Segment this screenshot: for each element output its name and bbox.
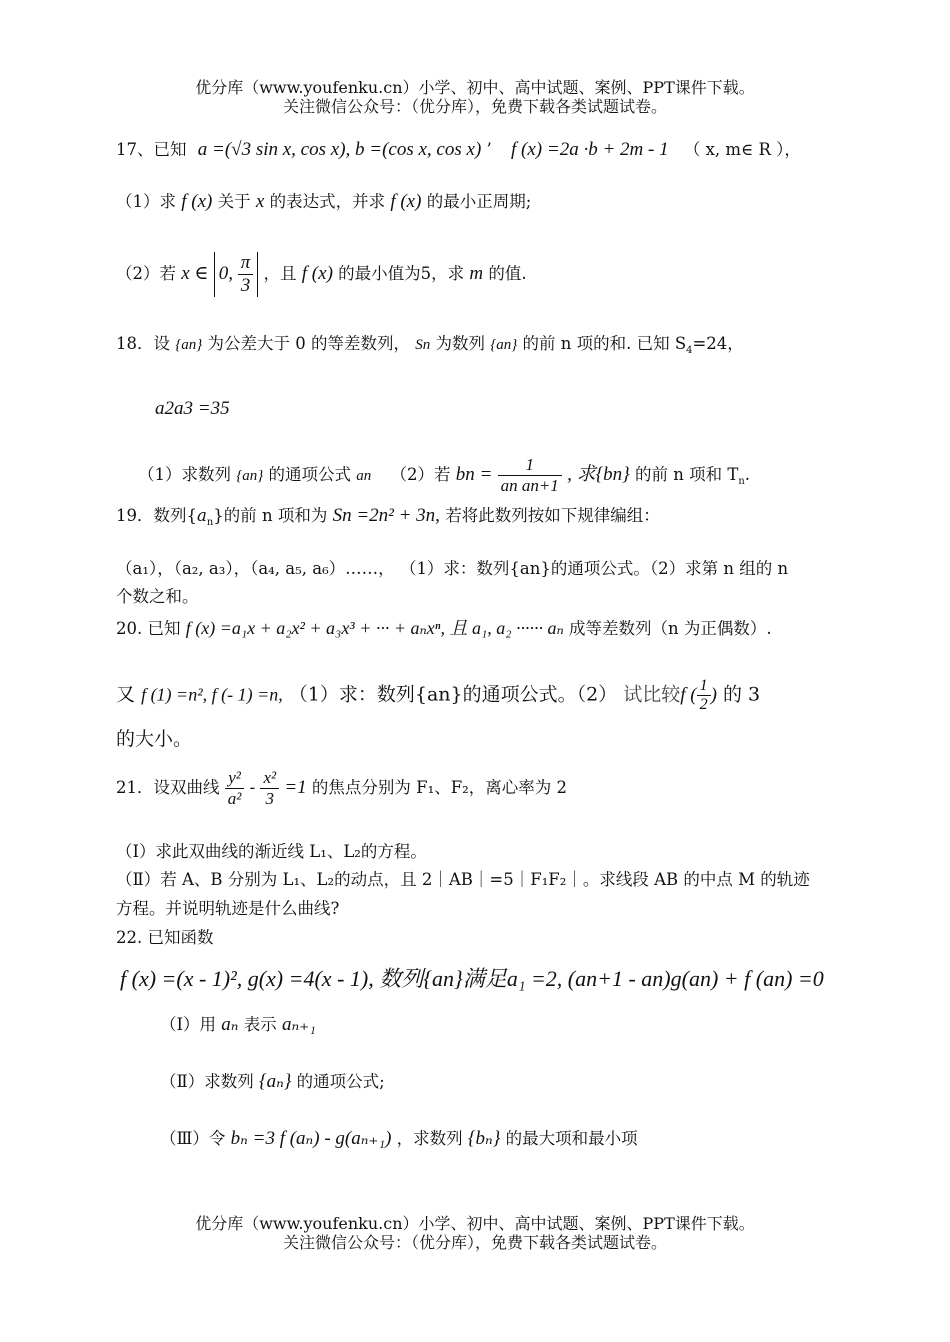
- q22-bnset: {bₙ}: [467, 1128, 501, 1149]
- q19-p1: （1）求：数列{an}的通项公式。（2）求第 n 组的 n: [399, 559, 789, 578]
- q17-p1-about: 关于: [217, 192, 251, 211]
- q20-p1: （1）求：数列{an}的通项公式。（2）: [288, 683, 618, 706]
- q21-t1: 的焦点分别为 F₁、F₂，离心率为 2: [311, 778, 568, 797]
- q18-p2c: 的前 n 项和 T: [635, 465, 739, 484]
- q20-half-den: 2: [699, 696, 708, 713]
- q17-three: 3: [240, 275, 251, 296]
- q21-frac-y: [225, 768, 245, 809]
- q22-p3b: ，求数列: [396, 1129, 463, 1148]
- q20-cond: f (1) =n², f (- 1) =n,: [141, 684, 283, 705]
- q21-label: 21．设双曲线: [116, 778, 220, 797]
- q20-formula: f (x) =a₁x + a₂x² + a₃x³ + ··· + aₙxⁿ, 且 a₁, a₂ ······ aₙ: [185, 618, 564, 638]
- q19-line: [116, 502, 860, 528]
- q17-m: m: [469, 263, 484, 284]
- q18-t4: =24，: [692, 334, 744, 353]
- q17-x: x: [255, 191, 265, 212]
- q18-p1: （1）求数列: [138, 465, 231, 484]
- q20-half-num: 1: [697, 677, 711, 696]
- q20-p2: 试比较: [623, 683, 681, 706]
- q19-t2: 若将此数列按如下规律编组：: [445, 506, 660, 525]
- q18-label: 18．设: [116, 334, 170, 353]
- q21-line: [116, 768, 860, 809]
- q22-an1: aₙ₊₁: [281, 1014, 316, 1035]
- q17-interval: [214, 252, 259, 297]
- q22-formula-line: [120, 962, 860, 993]
- q18-p2d: .: [744, 465, 751, 484]
- q21-x2: x²: [260, 768, 279, 789]
- footer-line-1: 优分库（www.youfenku.cn）小学、初中、高中试题、案例、PPT课件下载。: [195, 1214, 755, 1233]
- q19-t1: }的前 n 项和为: [213, 506, 328, 525]
- q22-p2b: 的通项公式;: [296, 1072, 385, 1091]
- q20-line3: 的大小。: [116, 728, 193, 750]
- q21-y2: y²: [225, 768, 245, 789]
- q22-bn-formula: bₙ =3 f (aₙ) - g(aₙ₊₁): [230, 1128, 392, 1149]
- q17-fx-2: f (x): [390, 191, 422, 212]
- q21-three: 3: [265, 789, 275, 808]
- q19-label: 19．数列{: [116, 506, 197, 525]
- q20-line-3: [116, 724, 860, 751]
- q19-groups-line: [116, 555, 860, 579]
- q22-part2: [160, 1068, 860, 1093]
- q17-line: 17、已知 a =(√3 sin x, cos x), b =(cos x, cos x) ’ f (x) =2a ·b + 2m - 1 （ x, m∈ R ），: [116, 139, 801, 160]
- q17-pi: π: [238, 252, 254, 275]
- q20-again: 又: [116, 683, 136, 706]
- q20-f-open: f (: [680, 684, 697, 706]
- q17-part1: [116, 188, 860, 213]
- q22-p3c: 的最大项和最小项: [505, 1129, 638, 1148]
- q19-n-sub: n: [206, 517, 214, 528]
- q21-eq1: =1: [284, 777, 307, 798]
- q19-a: a: [197, 506, 207, 525]
- q18-frac-num: 1: [498, 455, 562, 476]
- q18-parts: [138, 455, 860, 496]
- q17-part2: [116, 252, 860, 297]
- q22-formula: f (x) =(x - 1)², g(x) =4(x - 1), 数列{an}满足a₁ =2, (an+1 - an)g(an) + f (an) =0: [120, 966, 824, 991]
- q22-p3a: （Ⅲ）令: [160, 1129, 226, 1148]
- q22-p2a: （Ⅱ）求数列: [160, 1072, 254, 1091]
- q18-frac-den: an an+1: [500, 476, 559, 495]
- q17-fx-3: f (x): [301, 263, 333, 284]
- q21-a2: a²: [227, 789, 242, 808]
- q21-part1: [116, 838, 860, 862]
- q18-t1: 为公差大于 0 的等差数列，: [207, 334, 410, 353]
- q21-p2end: 方程。并说明轨迹是什么曲线?: [116, 899, 340, 918]
- q18-p2b: , 求{bn}: [567, 464, 630, 485]
- q17-p2-value: 的值.: [488, 264, 527, 283]
- q18-p2: （2）若: [390, 465, 451, 484]
- q18-p1b: 的通项公式: [268, 465, 351, 484]
- q18-fraction: [498, 455, 562, 496]
- q22-part3: [160, 1125, 860, 1150]
- q20-line-2: [116, 677, 860, 714]
- q18-s4-sub: 4: [686, 345, 693, 356]
- q18-t2: 为数列: [435, 334, 485, 353]
- footer-line-2: 关注微信公众号：（优分库），免费下载各类试题试卷。: [282, 1233, 667, 1252]
- q19-p1end: 个数之和。: [116, 587, 199, 606]
- q18-tn-sub: n: [738, 476, 745, 487]
- q17-fx: f (x): [181, 191, 213, 212]
- q20-half: [697, 677, 711, 714]
- q22-label: 22. 已知函数: [116, 928, 214, 947]
- q17-function: f (x) =2a ·b + 2m - 1: [511, 139, 669, 160]
- q17-p2-text: （2）若: [116, 264, 176, 283]
- q21-frac-x: [260, 768, 279, 809]
- q19-formula: Sn =2n² + 3n,: [332, 505, 440, 526]
- q18-t3: 的前 n 项的和. 已知 S: [522, 334, 687, 353]
- q22-anset: {aₙ}: [258, 1071, 292, 1092]
- q20-close: ): [710, 684, 717, 706]
- q20-label: 20. 已知: [116, 619, 181, 638]
- q18-sn: Sn: [415, 337, 431, 353]
- q18-line: [116, 330, 860, 356]
- q19-end-line: [116, 583, 860, 607]
- q17-label: 17、已知: [116, 140, 187, 159]
- q18-condition: [155, 398, 860, 420]
- q22-p1b: 表示: [243, 1015, 277, 1034]
- q18-bn: bn =: [455, 464, 493, 485]
- q22-an: aₙ: [221, 1014, 239, 1035]
- q17-x-in: x ∈: [181, 263, 209, 284]
- q22-part1: [160, 1011, 860, 1036]
- q20-t1: 成等差数列（n 为正偶数）.: [569, 619, 772, 638]
- q21-minus: -: [249, 778, 256, 797]
- q22-p1a: （Ⅰ）用: [160, 1015, 217, 1034]
- q21-part2-end: [116, 895, 860, 919]
- q17-p1-period: 的最小正周期;: [426, 192, 532, 211]
- q18-an-plain: an: [356, 468, 372, 484]
- q18-cond: a2a3 =35: [155, 398, 230, 419]
- header-line-1: 优分库（www.youfenku.cn）小学、初中、高中试题、案例、PPT课件下载。: [195, 78, 755, 97]
- q17-vectors: a =(√3 sin x, cos x), b =(cos x, cos x): [197, 139, 482, 160]
- q17-p1-expr: 的表达式，并求: [269, 192, 386, 211]
- q18-an-2: {an}: [490, 337, 518, 353]
- q21-part2: [116, 866, 860, 890]
- q22-line: [116, 924, 860, 948]
- q20-line: [116, 614, 860, 640]
- q20-p2b: 的 3: [723, 683, 761, 706]
- q17-interval-start: 0,: [218, 262, 233, 284]
- header-line-2: 关注微信公众号：（优分库），免费下载各类试题试卷。: [282, 97, 667, 116]
- q17-domain: （ x, m∈ R ），: [683, 140, 801, 159]
- q17-p1-text: （1）求: [116, 192, 176, 211]
- q21-p1: （Ⅰ）求此双曲线的渐近线 L₁、L₂的方程。: [116, 842, 427, 861]
- q18-an: {an}: [175, 337, 203, 353]
- q17-p2-and: ，且: [263, 264, 297, 283]
- q17-pi-over-3: [238, 252, 254, 297]
- q17-p2-min: 的最小值为5，求: [338, 264, 465, 283]
- q18-an-3: {an}: [236, 468, 264, 484]
- q19-groups: （a₁），（a₂, a₃），（a₄, a₅, a₆）……，: [116, 559, 395, 578]
- q21-p2: （Ⅱ）若 A、B 分别为 L₁、L₂的动点，且 2｜AB｜=5｜F₁F₂｜。求线段 AB 的中点 M 的轨迹: [116, 870, 810, 889]
